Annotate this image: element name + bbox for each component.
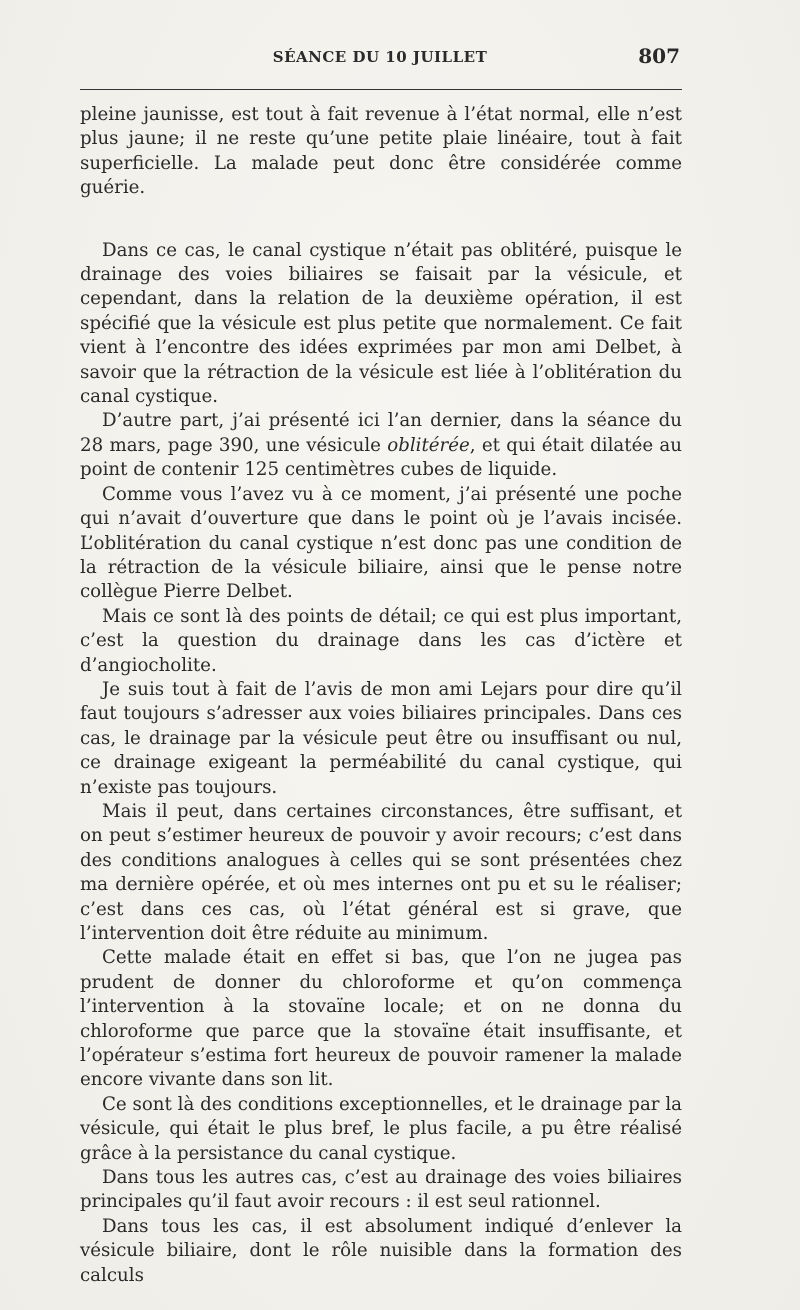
italic-term: oblitérée bbox=[387, 434, 470, 456]
paragraph: Ce sont là des conditions exceptionnelles, et le drainage par la vésicule, qui était le plus bref, le plus facile, a pu être réalisé grâce à la persistance du canal cystique. bbox=[80, 1093, 682, 1164]
page-number: 807 bbox=[638, 44, 680, 68]
header-rule bbox=[80, 89, 682, 90]
paragraph: Mais il peut, dans certaines circonstances, être suffisant, et on peut s’estimer heureux de pouvoir y avoir recours; c’est dans des conditions analogues à celles qui se sont présentées chez ma dernière opérée, et où mes internes ont pu et su le réaliser; c’est dans ces cas, où l’état général est si grave, que l’intervention doit être réduite au minimum. bbox=[80, 800, 682, 944]
page-header bbox=[80, 44, 680, 76]
body-text bbox=[80, 103, 682, 1288]
paragraph bbox=[80, 409, 682, 482]
paragraph: Dans tous les cas, il est absolument indiqué d’enlever la vésicule biliaire, dont le rôle nuisible dans la formation des calculs bbox=[80, 1215, 682, 1286]
paragraph: Mais ce sont là des points de détail; ce qui est plus important, c’est la question du drainage dans les cas d’ictère et d’angiocholite. bbox=[80, 605, 682, 676]
running-title: SÉANCE DU 10 JUILLET bbox=[272, 48, 488, 66]
paragraph: Cette malade était en effet si bas, que l’on ne jugea pas prudent de donner du chloroforme et qu’on commença l’intervention à la stovaïne locale; et on ne donna du chloroforme que parce que la stovaïne était insuffisante, et l’opérateur s’estima fort heureux de pouvoir ramener la malade encore vivante dans son lit. bbox=[80, 947, 682, 1091]
paragraph-text: D’autre part, j’ai présenté ici l’an dernier, dans la séance du 28 mars, page 390, une vésicule bbox=[80, 410, 682, 456]
paragraph: pleine jaunisse, est tout à fait revenue à l’état normal, elle n’est plus jaune; il ne reste qu’une petite plaie linéaire, tout à fait superficielle. La malade peut donc être considérée comme guérie. bbox=[80, 104, 682, 199]
paragraph: Comme vous l’avez vu à ce moment, j’ai présenté une poche qui n’avait d’ouverture que dans le point où je l’avais incisée. L’oblitération du canal cystique n’est donc pas une condition de la rétraction de la vésicule biliaire, ainsi que le pense notre collègue Pierre Delbet. bbox=[80, 483, 682, 603]
paragraph-text: , et qui était dilatée au point de contenir 125 centimètres cubes de liquide. bbox=[80, 434, 682, 481]
paragraph: Dans tous les autres cas, c’est au drainage des voies biliaires principales qu’il faut avoir recours : il est seul rationnel. bbox=[80, 1167, 682, 1213]
paragraph: Je suis tout à fait de l’avis de mon ami Lejars pour dire qu’il faut toujours s’adresser aux voies biliaires principales. Dans ces cas, le drainage par la vésicule peut être ou insuffisant ou nul, ce drainage exigeant la perméabilité du canal cystique, qui n’existe pas toujours. bbox=[80, 678, 682, 798]
paragraph: Dans ce cas, le canal cystique n’était pas oblitéré, puisque le drainage des voies biliaires se faisait par la vésicule, et cependant, dans la relation de la deuxième opération, il est spécifié que la vésicule est plus petite que normalement. Ce fait vient à l’encontre des idées exprimées par mon ami Delbet, à savoir que la rétraction de la vésicule est liée à l’oblitération du canal cystique. bbox=[80, 239, 682, 408]
